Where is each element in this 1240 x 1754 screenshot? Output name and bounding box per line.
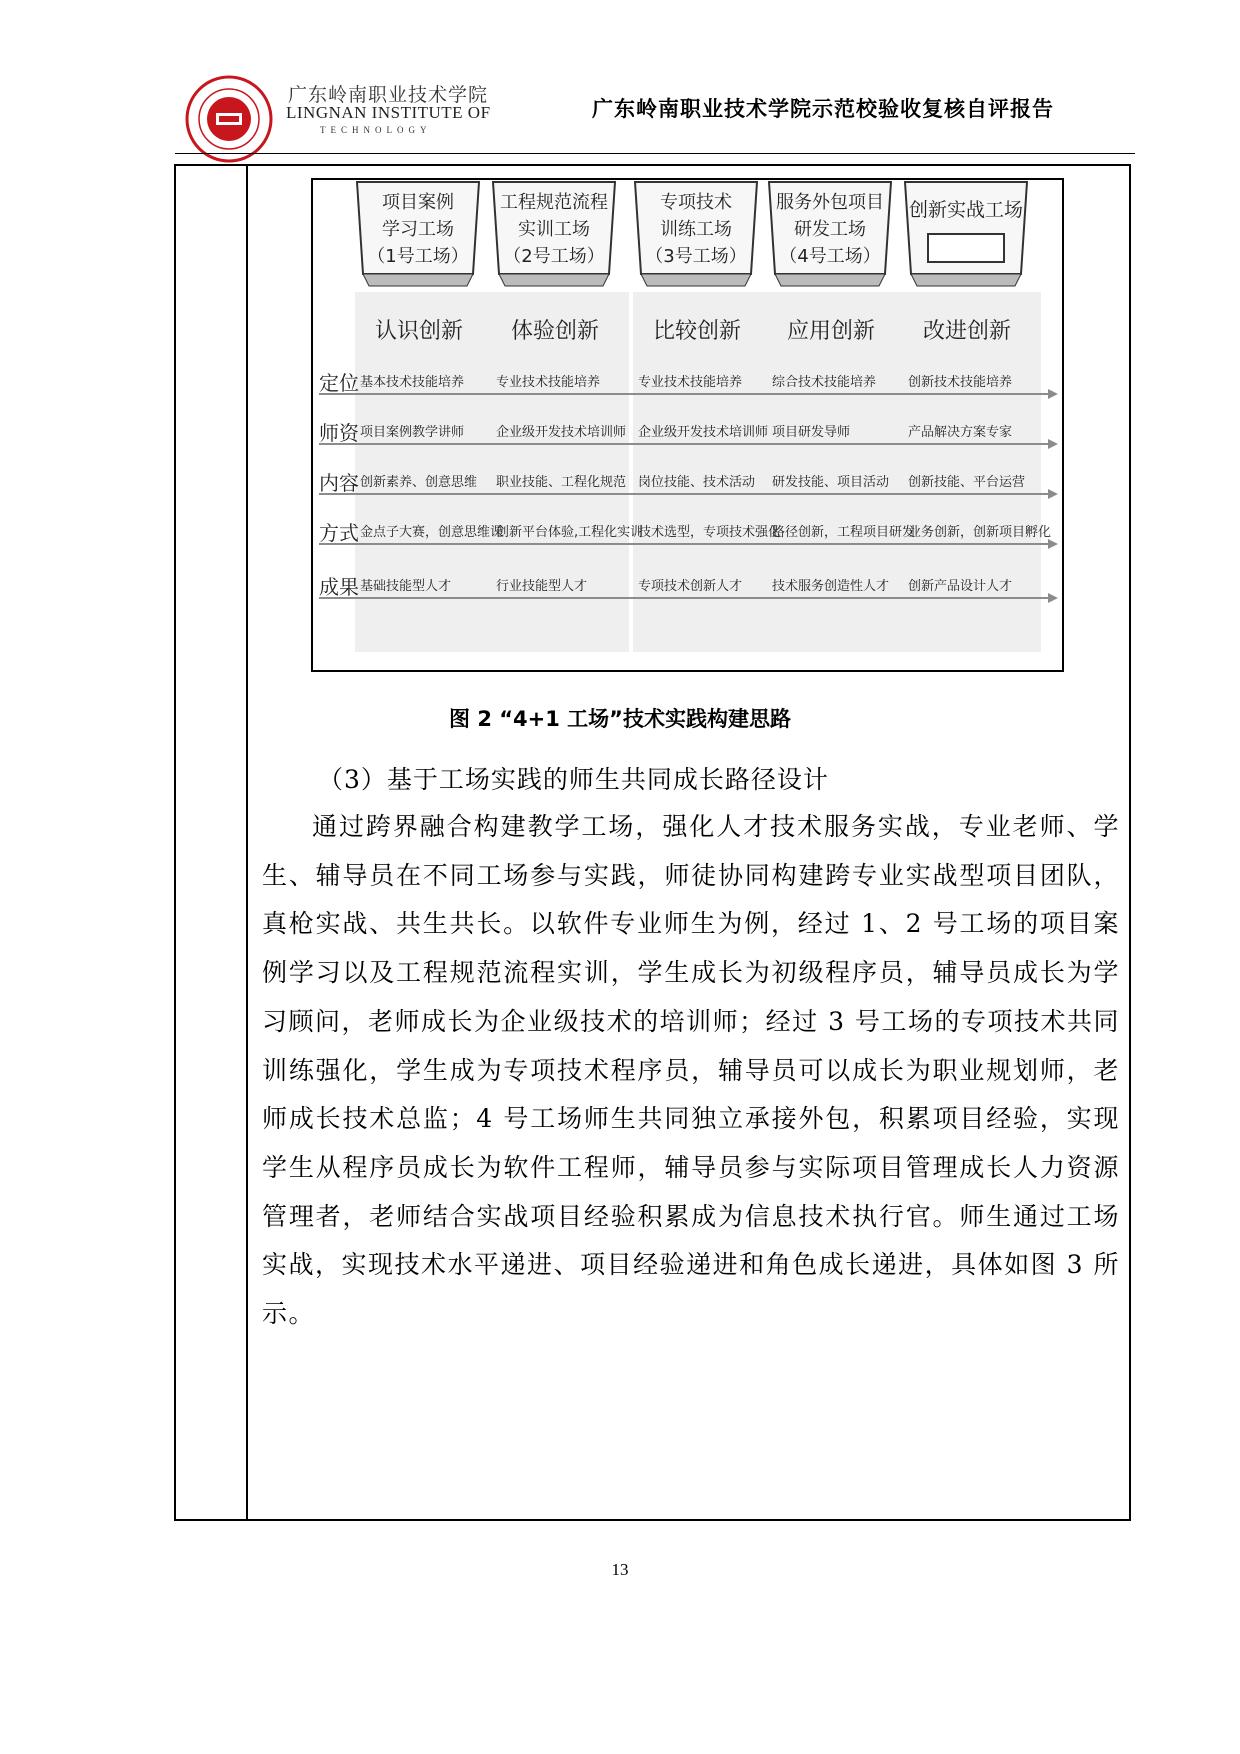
workshop-label: 实训工场 <box>518 219 590 240</box>
row-cell-text: 金点子大赛，创意思维课 <box>360 525 504 540</box>
school-name-cn: 广东岭南职业技术学院 <box>288 84 489 106</box>
document-title: 广东岭南职业技术学院示范校验收复核自评报告 <box>592 97 1054 121</box>
workshop-label: 训练工场 <box>660 219 732 240</box>
header-rule <box>175 153 1135 154</box>
row-label: 师资 <box>319 421 359 445</box>
row-cell-text: 研发技能、项目活动 <box>772 475 890 490</box>
row-label: 方式 <box>319 521 359 545</box>
school-name-en-line2: TECHNOLOGY <box>320 125 432 135</box>
row-cell-text: 专项技术创新人才 <box>638 579 743 594</box>
row-arrow-head <box>1048 539 1058 549</box>
row-cell-text: 创新素养、创意思维 <box>360 475 478 490</box>
row-arrow-head <box>1048 593 1058 603</box>
row-cell-text: 产品解决方案专家 <box>908 425 1013 440</box>
figure-4plus1-workshops <box>311 178 1064 672</box>
row-cell-text: 创新技术技能培养 <box>908 375 1013 390</box>
workshop-label: 创新实战工场 <box>908 199 1024 221</box>
workshop-box-base <box>641 274 751 286</box>
row-cell-text: 岗位技能、技术活动 <box>638 475 756 490</box>
workshop-label: 工程规范流程 <box>500 192 608 213</box>
workshop-label: （1号工场） <box>367 246 469 267</box>
stage-label: 改进创新 <box>922 319 1012 344</box>
row-cell-text: 企业级开发技术培训师 <box>638 425 769 440</box>
stage-label: 应用创新 <box>786 319 876 344</box>
row-cell-text: 创新产品设计人才 <box>908 579 1013 594</box>
section-subheading: （3）基于工场实践的师生共同成长路径设计 <box>318 765 829 794</box>
row-cell-text: 行业技能型人才 <box>496 579 588 594</box>
row-label: 内容 <box>319 471 359 495</box>
row-cell-text: 企业级开发技术培训师 <box>496 425 627 440</box>
workshop-label: （2号工场） <box>503 246 605 267</box>
page-number: 13 <box>611 1560 629 1579</box>
row-label: 定位 <box>319 371 359 395</box>
workshop-box-base <box>775 274 885 286</box>
row-arrow-head <box>1048 489 1058 499</box>
row-arrow-head <box>1048 439 1058 449</box>
workshop-label: 服务外包项目 <box>776 192 884 213</box>
school-logo <box>185 75 273 163</box>
workshop-label: 学习工场 <box>382 219 454 240</box>
row-cell-text: 业务创新，创新项目孵化 <box>908 525 1052 540</box>
row-cell-text: 项目案例教学讲师 <box>360 425 465 440</box>
row-cell-text: 专业技术技能培养 <box>638 375 743 390</box>
stage-label: 认识创新 <box>374 319 464 344</box>
row-cell-text: 基本技术技能培养 <box>360 375 465 390</box>
row-cell-text: 项目研发导师 <box>772 425 851 440</box>
workshop-label: 专项技术 <box>660 192 732 213</box>
school-name-en: LINGNAN INSTITUTE OF <box>286 103 491 122</box>
row-cell-text: 路径创新，工程项目研发 <box>772 525 916 540</box>
workshop-box-base <box>499 274 609 286</box>
workshop-label: （3号工场） <box>645 246 747 267</box>
workshop-label: 项目案例 <box>382 192 454 213</box>
row-cell-text: 技术服务创造性人才 <box>772 579 890 594</box>
body-paragraph: 通过跨界融合构建教学工场，强化人才技术服务实战，专业老师、学生、辅导员在不同工场参与实践，师徒协同构建跨专业实战型项目团队，真枪实战、共生共长。以软件专业师生为例，经过 1、2 号工场的项目案例学习以及工程规范流程实训，学生成长为初级程序员，辅导员成长为学习顾问，老师成长为企业级技术的培训师；经过 3 号工场的专项技术共同训练强化，学生成为专项技术程序员，辅导员可以成长为职业规划师，老师成长技术总监；4 号工场师生共同独立承接外包，积累项目经验，实现学生从程序员成长为软件工程师，辅导员参与实际项目管理成长人力资源管理者，老师结合实战项目经验积累成为信息技术执行官。师生通过工场实战，实现技术水平递进、项目经验递进和角色成长递进，具体如图 3 所示。 <box>262 812 1120 1329</box>
figure-caption: 图 2 “4+1 工场”技术实践构建思路 <box>449 707 791 731</box>
stage-label: 比较创新 <box>652 319 742 344</box>
workshop-box-base <box>363 274 473 286</box>
workshop-label: （4号工场） <box>779 246 881 267</box>
row-cell-text: 创新技能、平台运营 <box>908 475 1026 490</box>
stage-label: 体验创新 <box>510 319 600 344</box>
workshop-label: 研发工场 <box>794 219 866 240</box>
row-cell-text: 技术选型，专项技术强化 <box>638 525 782 540</box>
row-cell-text: 创新平台体验,工程化实训 <box>496 525 644 540</box>
row-arrow-head <box>1048 389 1058 399</box>
row-cell-text: 职业技能、工程化规范 <box>496 475 627 490</box>
table-column-divider <box>246 164 248 1521</box>
figure-diagram <box>313 180 1062 670</box>
row-cell-text: 综合技术技能培养 <box>772 375 877 390</box>
row-label: 成果 <box>319 575 359 599</box>
row-cell-text: 基础技能型人才 <box>360 579 452 594</box>
row-cell-text: 专业技术技能培养 <box>496 375 601 390</box>
workshop-box-base <box>911 274 1021 286</box>
workshop-blank-box <box>928 234 1004 262</box>
